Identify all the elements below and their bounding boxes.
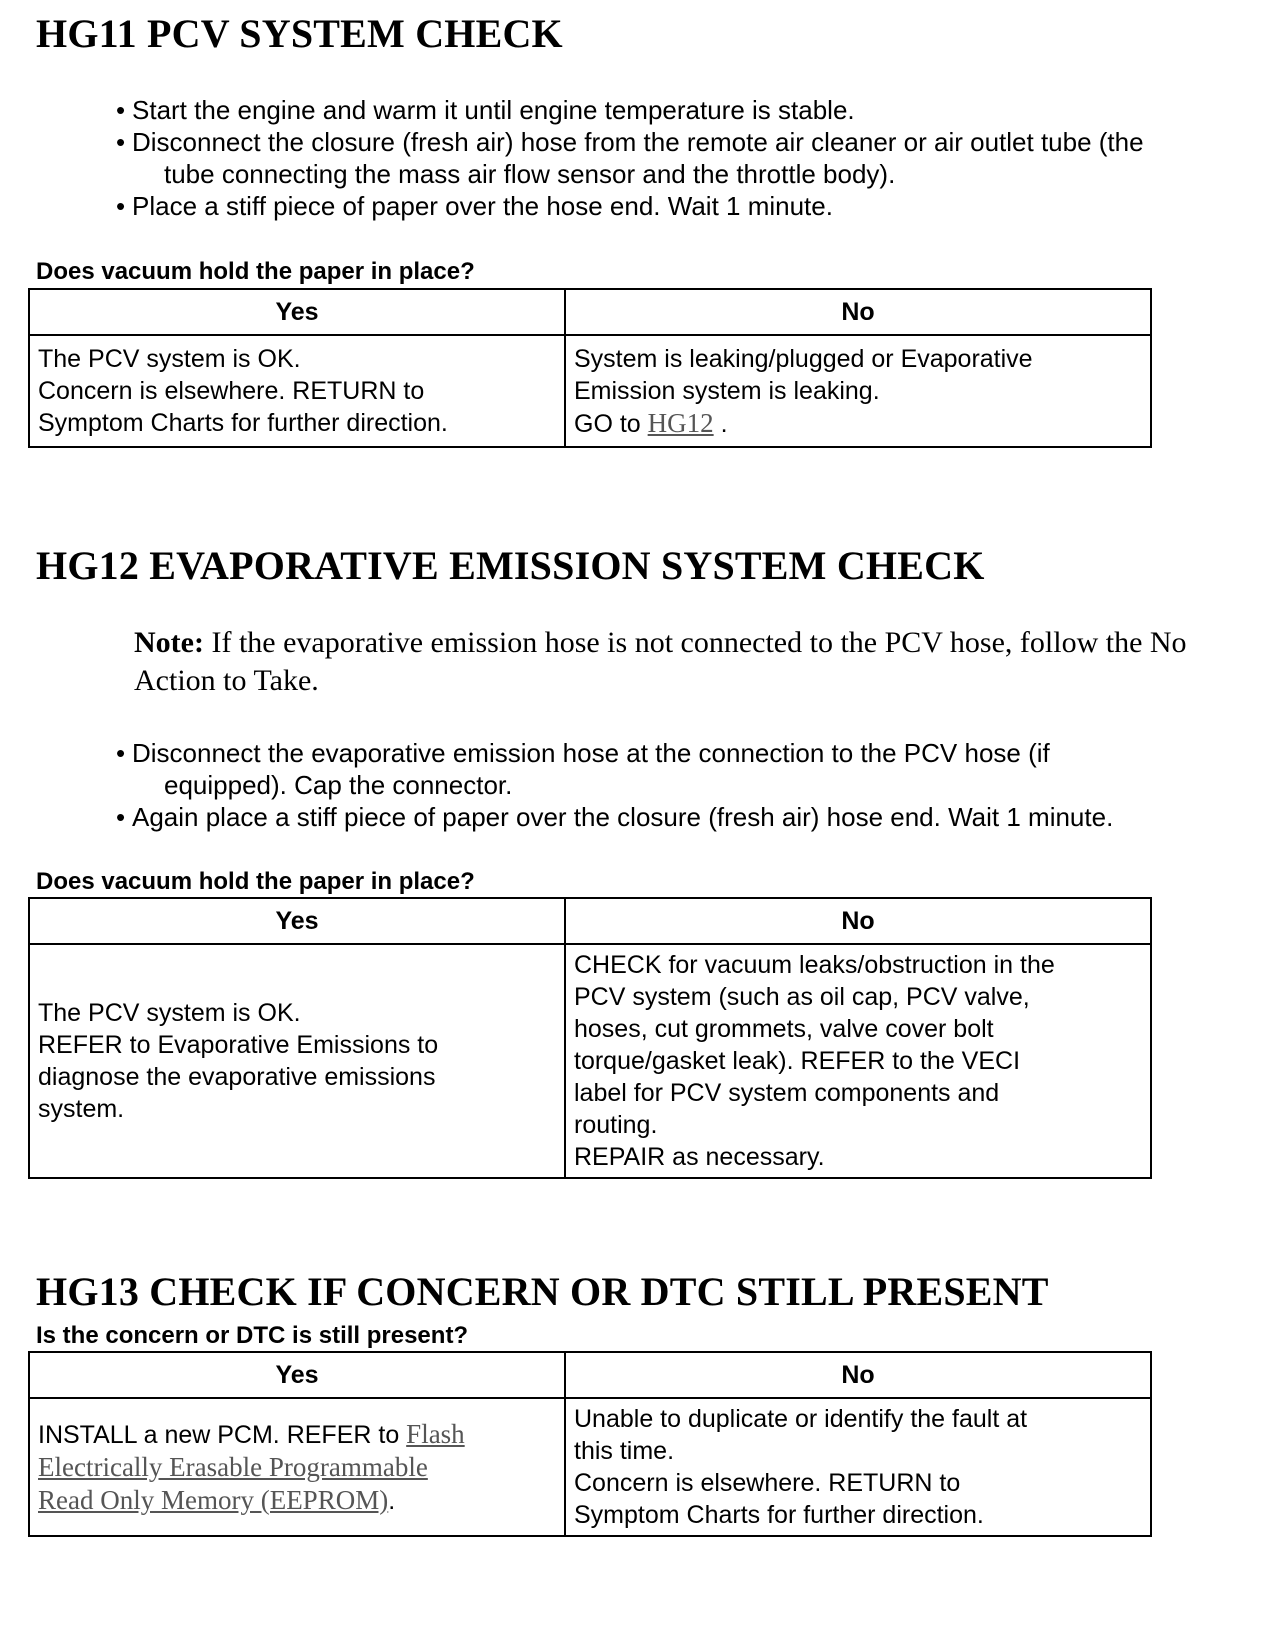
yes-cell: The PCV system is OK. Concern is elsewhere. RETURN to Symptom Charts for further direction. <box>29 335 565 447</box>
hg12-link[interactable]: HG12 <box>647 407 714 438</box>
hg11-table <box>28 288 1152 448</box>
eeprom-link[interactable]: Electrically Erasable Programmable <box>38 1451 428 1482</box>
no-header: No <box>565 898 1151 944</box>
hg11-steps <box>116 94 1226 222</box>
no-header: No <box>565 1352 1151 1398</box>
hg12-question: Does vacuum hold the paper in place? <box>36 868 475 895</box>
hg12-table <box>28 897 1152 1179</box>
list-item: • Disconnect the evaporative emission hose at the connection to the PCV hose (if equipped). Cap the connector. <box>116 738 1050 800</box>
list-item: • Start the engine and warm it until engine temperature is stable. <box>116 95 855 125</box>
note-label: Note: <box>134 626 204 659</box>
hg12-steps <box>116 737 1226 833</box>
yes-header: Yes <box>29 1352 565 1398</box>
no-header: No <box>565 289 1151 335</box>
hg11-title: HG11 PCV SYSTEM CHECK <box>36 11 563 56</box>
hg13-question: Is the concern or DTC is still present? <box>36 1322 469 1349</box>
no-cell: Unable to duplicate or identify the fault at this time. Concern is elsewhere. RETURN to Symptom Charts for further direction. <box>565 1398 1151 1536</box>
list-item: • Place a stiff piece of paper over the hose end. Wait 1 minute. <box>116 191 833 221</box>
yes-cell: The PCV system is OK. REFER to Evaporative Emissions to diagnose the evaporative emissions system. <box>29 944 565 1178</box>
hg12-title: HG12 EVAPORATIVE EMISSION SYSTEM CHECK <box>36 543 985 588</box>
hg13-title: HG13 CHECK IF CONCERN OR DTC STILL PRESENT <box>36 1269 1049 1314</box>
hg12-note: Note: If the evaporative emission hose is not connected to the PCV hose, follow the No Action to Take. <box>134 626 1187 697</box>
no-cell: System is leaking/plugged or Evaporative Emission system is leaking. GO to HG12 . <box>565 335 1151 447</box>
eeprom-link[interactable]: Flash <box>406 1418 465 1449</box>
no-cell: CHECK for vacuum leaks/obstruction in the PCV system (such as oil cap, PCV valve, hoses, cut grommets, valve cover bolt torque/gasket leak). REFER to the VECI label for PCV system components and routing. REPAIR as necessary. <box>565 944 1151 1178</box>
hg11-question: Does vacuum hold the paper in place? <box>36 258 475 285</box>
eeprom-link[interactable]: Read Only Memory (EEPROM) <box>38 1484 389 1515</box>
yes-header: Yes <box>29 289 565 335</box>
yes-cell: INSTALL a new PCM. REFER to Flash Electrically Erasable Programmable Read Only Memory (EEPROM). <box>29 1398 565 1536</box>
list-item: • Again place a stiff piece of paper over the closure (fresh air) hose end. Wait 1 minute. <box>116 802 1114 832</box>
list-item: • Disconnect the closure (fresh air) hose from the remote air cleaner or air outlet tube (the tube connecting the mass air flow sensor and the throttle body). <box>116 127 1144 189</box>
yes-header: Yes <box>29 898 565 944</box>
hg13-table <box>28 1351 1152 1537</box>
